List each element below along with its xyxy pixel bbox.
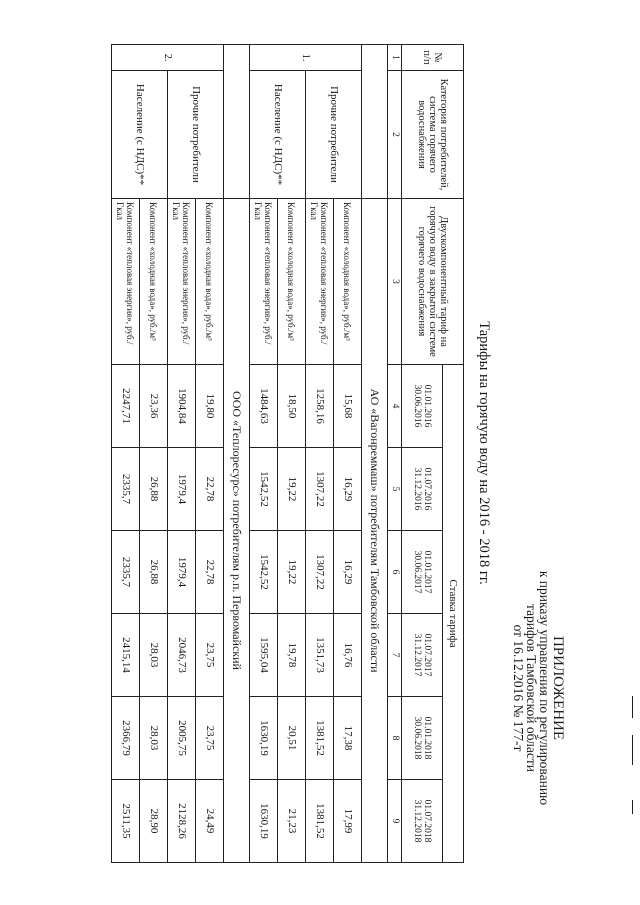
- tariff-value: 2128,26: [168, 779, 196, 862]
- tariff-value: 16,29: [334, 447, 362, 530]
- scan-margin-mark: [632, 735, 633, 765]
- section-row: [224, 44, 250, 862]
- column-number: 5: [388, 447, 402, 530]
- section-row: [362, 44, 388, 862]
- tariff-component: Компонент «холодная вода», руб./м³: [196, 198, 224, 364]
- header-rate: Ставка тарифа: [443, 364, 464, 862]
- tariff-value: 18,50: [278, 364, 306, 447]
- tariff-value: 2366,79: [112, 696, 140, 779]
- appendix-order-line: к приказу управления по регулированию: [537, 570, 552, 805]
- tariff-value: 24,49: [196, 779, 224, 862]
- tariff-component: Компонент «тепловая энергия», руб./Гкал: [112, 198, 140, 364]
- column-number: 7: [388, 613, 402, 696]
- tariff-value: 28,90: [140, 779, 168, 862]
- section-spacer: [362, 44, 388, 198]
- column-number: 9: [388, 779, 402, 862]
- tariff-value: 1542,52: [250, 530, 278, 613]
- column-number: 1: [388, 44, 402, 70]
- tariff-value: 1595,04: [250, 613, 278, 696]
- tariff-value: 1307,22: [306, 447, 334, 530]
- tariff-value: 1542,52: [250, 447, 278, 530]
- tariff-value: 19,22: [278, 447, 306, 530]
- tariff-table: [111, 44, 464, 863]
- section-number: 1.: [250, 44, 362, 70]
- header-category: Категория потребителей, система горячего водоснабжения: [402, 70, 464, 198]
- tariff-value: 1904,84: [168, 364, 196, 447]
- tariff-value: 1630,19: [250, 779, 278, 862]
- header-period: 01.01.2017 30.06.2017: [402, 530, 443, 613]
- table-row: [196, 44, 224, 862]
- tariff-component: Компонент «тепловая энергия», руб./Гкал: [250, 198, 278, 364]
- tariff-component: Компонент «тепловая энергия», руб./Гкал: [168, 198, 196, 364]
- table-row: [140, 44, 168, 862]
- section-title: АО «Вагонреммаш» потребителям Тамбовской области: [362, 198, 388, 862]
- column-number: 3: [388, 198, 402, 364]
- tariff-value: 2046,73: [168, 613, 196, 696]
- tariff-value: 22,78: [196, 447, 224, 530]
- tariff-value: 2335,7: [112, 530, 140, 613]
- tariff-value: 1307,22: [306, 530, 334, 613]
- tariff-value: 26,88: [140, 447, 168, 530]
- tariff-value: 20,51: [278, 696, 306, 779]
- consumer-category: Население (с НДС)**: [112, 70, 168, 198]
- tariff-value: 23,75: [196, 613, 224, 696]
- tariff-component: Компонент «холодная вода», руб./м³: [140, 198, 168, 364]
- document-page: [40, 28, 600, 878]
- tariff-value: 1979,4: [168, 447, 196, 530]
- tariff-value: 16,76: [334, 613, 362, 696]
- tariff-component: Компонент «холодная вода», руб./м³: [278, 198, 306, 364]
- tariff-value: 2415,14: [112, 613, 140, 696]
- header-tariff-type: Двухкомпонентный тариф на горячую воду в закрытой системе горячего водоснабжения: [402, 198, 464, 364]
- appendix-title: ПРИЛОЖЕНИЕ: [550, 635, 566, 740]
- tariff-value: 1484,63: [250, 364, 278, 447]
- column-number: 4: [388, 364, 402, 447]
- tariff-value: 1351,73: [306, 613, 334, 696]
- consumer-category: Прочие потребители: [306, 70, 362, 198]
- header-period: 01.01.2016 30.06.2016: [402, 364, 443, 447]
- tariff-value: 2335,7: [112, 447, 140, 530]
- column-number: 2: [388, 70, 402, 198]
- tariff-value: 17,99: [334, 779, 362, 862]
- tariff-value: 19,22: [278, 530, 306, 613]
- document-title: Тарифы на горячую воду на 2016 - 2018 гг.: [476, 320, 492, 585]
- tariff-component: Компонент «тепловая энергия», руб./Гкал: [306, 198, 334, 364]
- consumer-category: Прочие потребители: [168, 70, 224, 198]
- tariff-value: 21,23: [278, 779, 306, 862]
- tariff-value: 1630,19: [250, 696, 278, 779]
- tariff-value: 2247,71: [112, 364, 140, 447]
- tariff-component: Компонент «холодная вода», руб./м³: [334, 198, 362, 364]
- tariff-value: 1258,16: [306, 364, 334, 447]
- tariff-value: 1381,52: [306, 779, 334, 862]
- section-spacer: [224, 44, 250, 198]
- scan-margin-mark: [632, 696, 633, 718]
- tariff-value: 1381,52: [306, 696, 334, 779]
- appendix-date-line: от 16.12.2016 № 177-т: [511, 624, 526, 751]
- table-row: [334, 44, 362, 862]
- table-row: [278, 44, 306, 862]
- tariff-value: 19,78: [278, 613, 306, 696]
- tariff-value: 17,38: [334, 696, 362, 779]
- scan-margin-mark: [632, 800, 633, 814]
- section-number: 2.: [112, 44, 224, 70]
- column-number: 8: [388, 696, 402, 779]
- tariff-value: 2511,35: [112, 779, 140, 862]
- header-period: 01.07.2018 31.12.2018: [402, 779, 443, 862]
- tariff-value: 26,88: [140, 530, 168, 613]
- appendix-header: [512, 508, 564, 868]
- appendix-authority-line: тарифов Тамбовской области: [524, 603, 539, 772]
- header-period: 01.07.2017 31.12.2017: [402, 613, 443, 696]
- tariff-value: 16,29: [334, 530, 362, 613]
- tariff-value: 23,36: [140, 364, 168, 447]
- tariff-value: 28,03: [140, 696, 168, 779]
- tariff-value: 28,03: [140, 613, 168, 696]
- column-number: 6: [388, 530, 402, 613]
- tariff-value: 2005,75: [168, 696, 196, 779]
- tariff-value: 22,78: [196, 530, 224, 613]
- tariff-value: 23,75: [196, 696, 224, 779]
- tariff-value: 15,68: [334, 364, 362, 447]
- header-period: 01.01.2018 30.06.2018: [402, 696, 443, 779]
- tariff-value: 1979,4: [168, 530, 196, 613]
- tariff-value: 19,80: [196, 364, 224, 447]
- header-number: № п/п: [402, 44, 464, 70]
- header-period: 01.07.2016 31.12.2016: [402, 447, 443, 530]
- consumer-category: Население (с НДС)**: [250, 70, 306, 198]
- section-title: ООО «Теплоресурс» потребителям р.п. Первомайский: [224, 198, 250, 862]
